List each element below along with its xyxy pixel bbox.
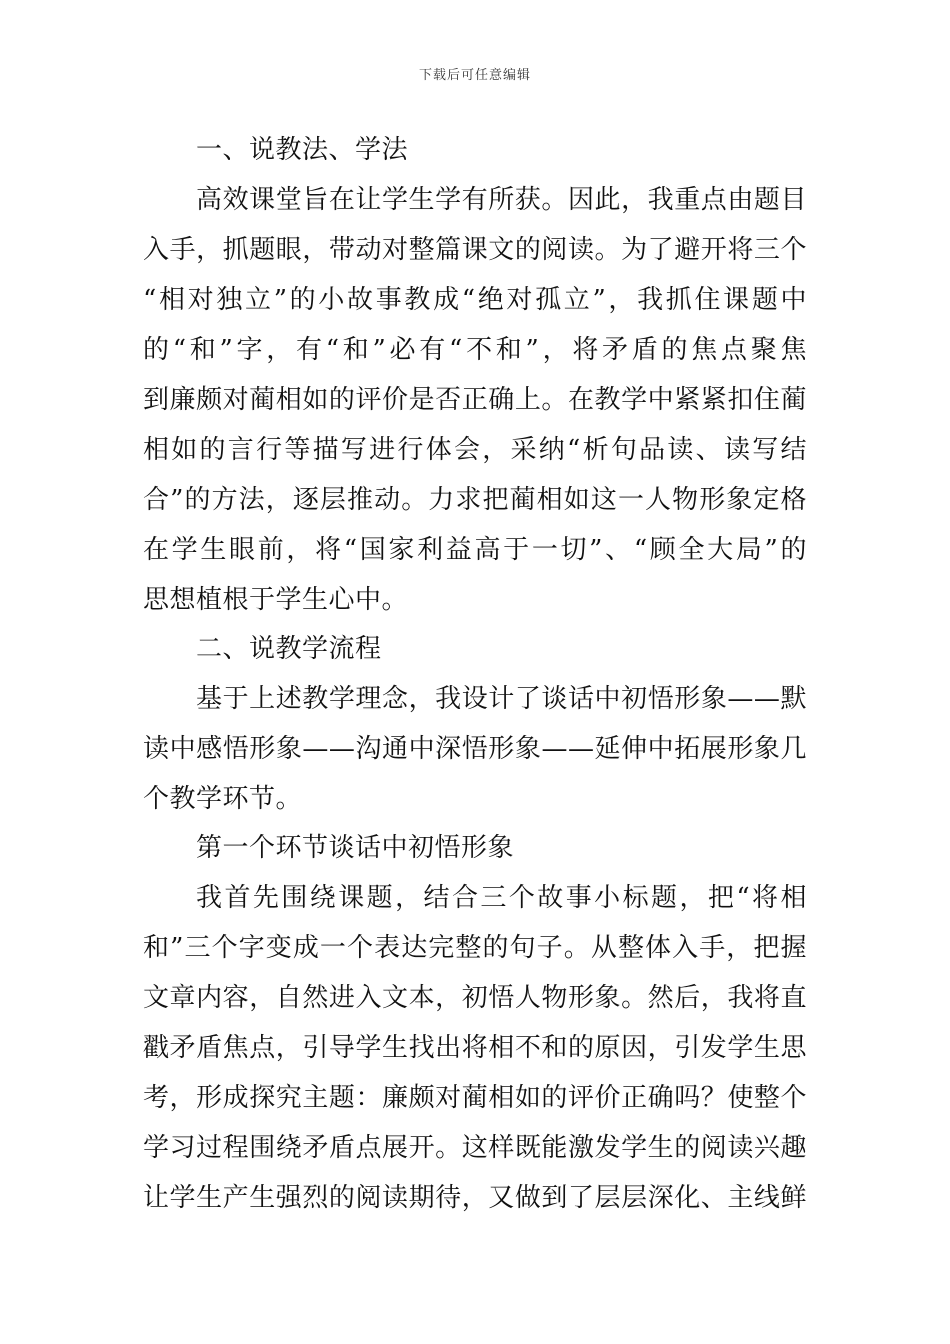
paragraph-line: 我首先围绕课题，结合三个故事小标题，把“将相 (196, 883, 807, 913)
paragraph-line: 思想植根于学生心中。 (143, 585, 409, 615)
paragraph-line: 高效课堂旨在让学生学有所获。因此，我重点由题目 (196, 185, 807, 215)
paragraph-line: 的“和”字，有“和”必有“不和”，将矛盾的焦点聚焦 (143, 335, 807, 365)
paragraph-line: 相如的言行等描写进行体会，采纳“析句品读、读写结 (143, 435, 807, 465)
paragraph-line: 戳矛盾焦点，引导学生找出将相不和的原因，引发学生思 (143, 1033, 807, 1063)
paragraph-line: 在学生眼前，将“国家利益高于一切”、“顾全大局”的 (143, 535, 807, 565)
paragraph-line: 文章内容，自然进入文本，初悟人物形象。然后，我将直 (143, 983, 807, 1013)
paragraph-line: 基于上述教学理念，我设计了谈话中初悟形象——默 (196, 684, 807, 714)
subsection-heading: 第一个环节谈话中初悟形象 (196, 833, 515, 863)
section-heading-2: 二、说教学流程 (196, 634, 382, 664)
paragraph-line: 和”三个字变成一个表达完整的句子。从整体入手，把握 (143, 933, 807, 963)
paragraph-line: 个教学环节。 (143, 784, 303, 814)
paragraph-line: 入手，抓题眼，带动对整篇课文的阅读。为了避开将三个 (143, 235, 807, 265)
paragraph-line: 考，形成探究主题：廉颇对蔺相如的评价正确吗？使整个 (143, 1083, 807, 1113)
header-note: 下载后可任意编辑 (418, 68, 531, 83)
paragraph-line: “相对独立”的小故事教成“绝对孤立”，我抓住课题中 (143, 285, 807, 315)
paragraph-line: 让学生产生强烈的阅读期待，又做到了层层深化、主线鲜 (143, 1183, 807, 1213)
paragraph-line: 到廉颇对蔺相如的评价是否正确上。在教学中紧紧扣住蔺 (143, 385, 807, 415)
paragraph-line: 学习过程围绕矛盾点展开。这样既能激发学生的阅读兴趣 (143, 1133, 807, 1163)
paragraph-line: 读中感悟形象——沟通中深悟形象——延伸中拓展形象几 (143, 734, 807, 764)
paragraph-line: 合”的方法，逐层推动。力求把蔺相如这一人物形象定格 (143, 485, 807, 515)
section-heading-1: 一、说教法、学法 (196, 135, 409, 165)
